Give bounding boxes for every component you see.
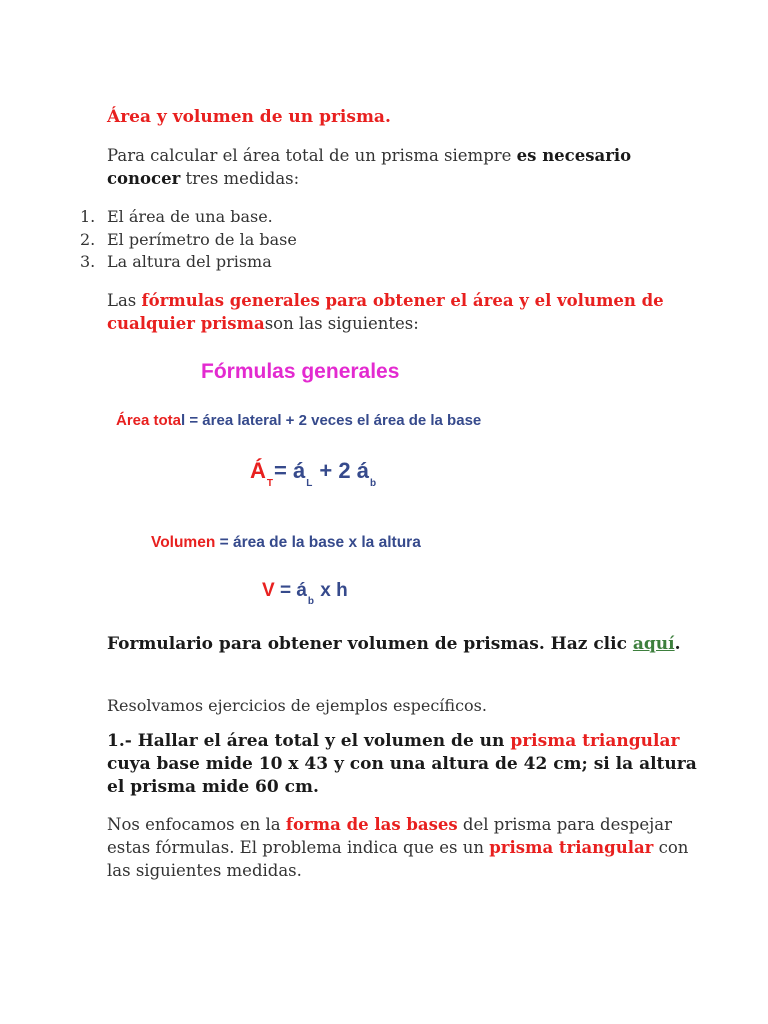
intro-text-1: Para calcular el área total de un prisma siempre <box>107 146 517 165</box>
exercise-1-text-1: 1.- Hallar el área total y el volumen de un <box>107 731 511 751</box>
nos-red-1: forma de las bases <box>285 815 458 834</box>
figure-volume-line <box>151 534 421 552</box>
list-item <box>80 229 297 252</box>
page-title: Área y volumen de un prisma. <box>107 107 391 127</box>
figure-area-line <box>116 412 481 429</box>
figure-title: Fórmulas generales <box>201 360 400 383</box>
volume-formula-end: x h <box>315 580 348 601</box>
exercise-1-heading <box>107 730 707 799</box>
measures-list <box>80 206 297 274</box>
figure-area-red: Área tota <box>116 412 182 429</box>
area-formula-A: Á <box>250 458 266 483</box>
formulas-intro-text-2: son las siguientes: <box>264 314 419 333</box>
exercise-1-text-2: cuya base mide 10 x 43 y con una altura de 42 cm; si la altura el prisma mide 60 cm. <box>107 754 697 797</box>
nos-red-2: prisma triangular <box>489 838 654 857</box>
area-formula-sub-b: b <box>369 478 377 489</box>
formulario-end: . <box>674 634 681 654</box>
list-item <box>80 251 297 274</box>
figure-volume-red: Volumen <box>151 534 216 551</box>
list-item <box>80 206 297 229</box>
area-formula <box>250 458 377 489</box>
list-item-number: 3. <box>80 252 96 271</box>
list-item-number: 2. <box>80 229 96 249</box>
volume-formula-V: V <box>262 580 275 601</box>
list-item-number: 1. <box>80 207 96 226</box>
list-item-text: El perímetro de la base <box>107 229 297 249</box>
exercise-1-red: prisma triangular <box>510 731 680 751</box>
nos-enfocamos-paragraph <box>107 813 707 882</box>
area-formula-plus: + 2 á <box>313 458 369 483</box>
area-formula-mid: = á <box>274 458 306 483</box>
volume-formula <box>262 580 348 607</box>
area-formula-sub-L: L <box>306 478 313 489</box>
formulas-intro-text-1: Las <box>107 291 142 310</box>
intro-paragraph <box>107 144 707 190</box>
nos-text-1: Nos enfocamos en la <box>107 815 286 834</box>
nos-text-2: del prisma para despejar estas fórmulas. El problema indica que es un <box>107 815 673 857</box>
volume-formula-mid: = á <box>274 580 307 601</box>
aqui-link[interactable]: aquí <box>632 634 675 654</box>
resolvamos-paragraph: Resolvamos ejercicios de ejemplos específicos. <box>107 696 487 715</box>
formulas-intro-paragraph <box>107 289 707 335</box>
list-item-text: El área de una base. <box>107 207 273 226</box>
area-formula-sub-T: T <box>266 478 273 489</box>
figure-volume-rest: = área de la base x la altura <box>215 534 421 551</box>
formulario-paragraph <box>107 633 707 656</box>
formulas-intro-red: fórmulas generales para obtener el área y el volumen de cualquier prisma <box>107 291 664 333</box>
list-item-text: La altura del prisma <box>107 252 272 271</box>
intro-text-2: tres medidas: <box>180 169 300 188</box>
figure-area-rest: l = área lateral + 2 veces el área de la base <box>181 412 482 429</box>
volume-formula-sub-b: b <box>307 596 315 607</box>
formulario-text: Formulario para obtener volumen de prismas. Haz clic <box>107 634 633 654</box>
nos-text-3: con las siguientes medidas. <box>107 838 689 880</box>
intro-bold: es necesario conocer <box>107 146 632 188</box>
